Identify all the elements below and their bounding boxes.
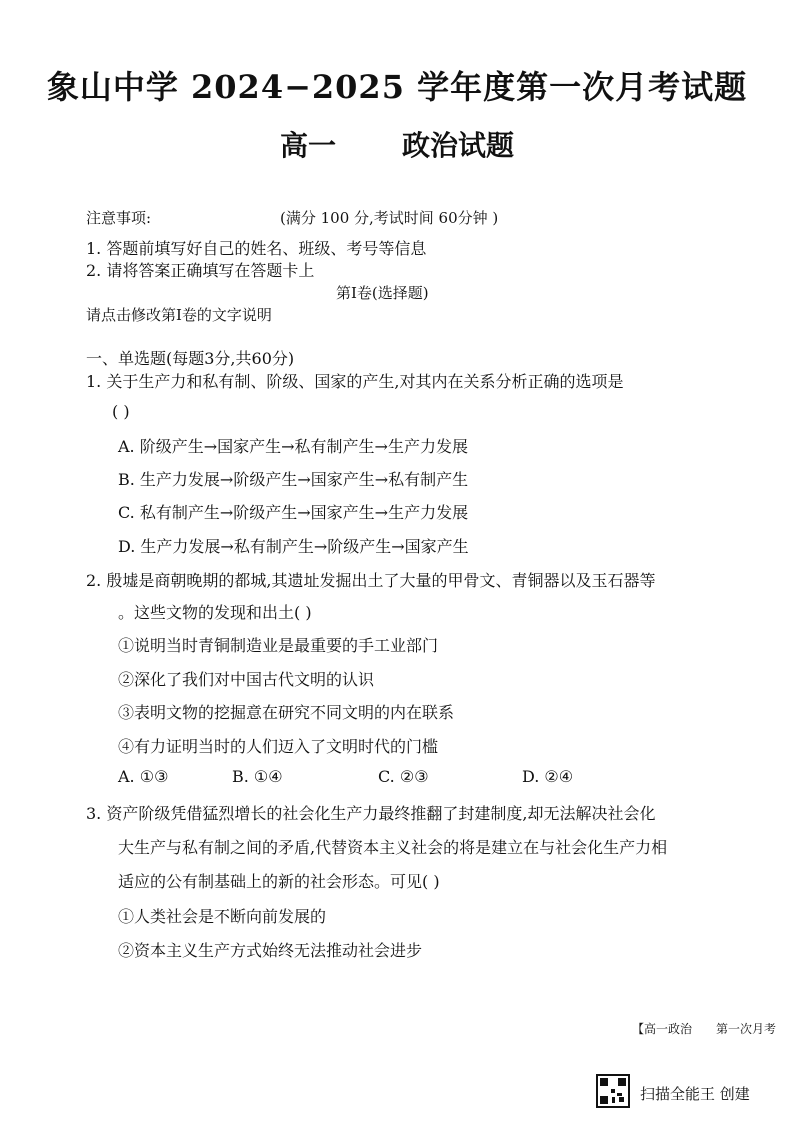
exam-subtitle [0,124,794,164]
question-3-statement-1: ①人类社会是不断向前发展的 [118,907,327,926]
scanner-watermark: 扫描全能王 创建 [640,1085,750,1103]
exam-title: 象山中学 2024−2025 学年度第一次月考试题 [46,68,748,106]
page-label-right: 第一次月考 [716,1022,777,1036]
question-1-option-a: A. 阶级产生→国家产生→私有制产生→生产力发展 [118,437,468,456]
question-2-option-a: A. ①③ [118,767,169,786]
question-2-statement-3: ③表明文物的挖掘意在研究不同文明的内在联系 [118,703,455,722]
question-1-option-c: C. 私有制产生→阶级产生→国家产生→生产力发展 [118,503,469,522]
page-label: 【高一政治 [632,1022,693,1036]
question-1-option-d: D. 生产力发展→私有制产生→阶级产生→国家产生 [118,537,469,556]
grade-label: 高一 [279,129,336,162]
question-2-option-d: D. ②④ [522,767,574,786]
notice-item-2: 2. 请将答案正确填写在答题卡上 [86,261,315,280]
score-info: (满分 100 分,考试时间 60分钟 ) [280,209,499,227]
question-2-stem: 2. 殷墟是商朝晚期的都城,其遗址发掘出土了大量的甲骨文、青铜器以及玉石器等 [86,571,656,590]
qr-code-icon [596,1074,630,1108]
question-3-statement-2: ②资本主义生产方式始终无法推动社会进步 [118,941,423,960]
notice-item-1: 1. 答题前填写好自己的姓名、班级、考号等信息 [86,239,427,258]
notice-label: 注意事项: [86,209,152,227]
question-1-stem: 1. 关于生产力和私有制、阶级、国家的产生,对其内在关系分析正确的选项是 [86,372,624,391]
question-1-paren: ( ) [112,402,130,421]
section-title: 第I卷(选择题) [336,284,429,302]
subject-label: 政治试题 [402,129,515,162]
question-3-stem: 3. 资产阶级凭借猛烈增长的社会化生产力最终推翻了封建制度,却无法解决社会化 [86,804,656,823]
section-note: 请点击修改第I卷的文字说明 [86,306,272,324]
question-2-statement-4: ④有力证明当时的人们迈入了文明时代的门槛 [118,737,439,756]
question-2-statement-2: ②深化了我们对中国古代文明的认识 [118,670,375,689]
question-2-option-c: C. ②③ [378,767,429,786]
question-3-stem-line-3: 适应的公有制基础上的新的社会形态。可见( ) [118,872,440,891]
question-3-stem-line-2: 大生产与私有制之间的矛盾,代替资本主义社会的将是建立在与社会化生产力相 [118,838,668,857]
question-1-option-b: B. 生产力发展→阶级产生→国家产生→私有制产生 [118,470,469,489]
question-2-statement-1: ①说明当时青铜制造业是最重要的手工业部门 [118,636,439,655]
question-2-stem-cont: 。这些文物的发现和出土( ) [118,603,312,622]
question-2-option-b: B. ①④ [232,767,283,786]
part-heading: 一、单选题(每题3分,共60分) [86,349,295,368]
